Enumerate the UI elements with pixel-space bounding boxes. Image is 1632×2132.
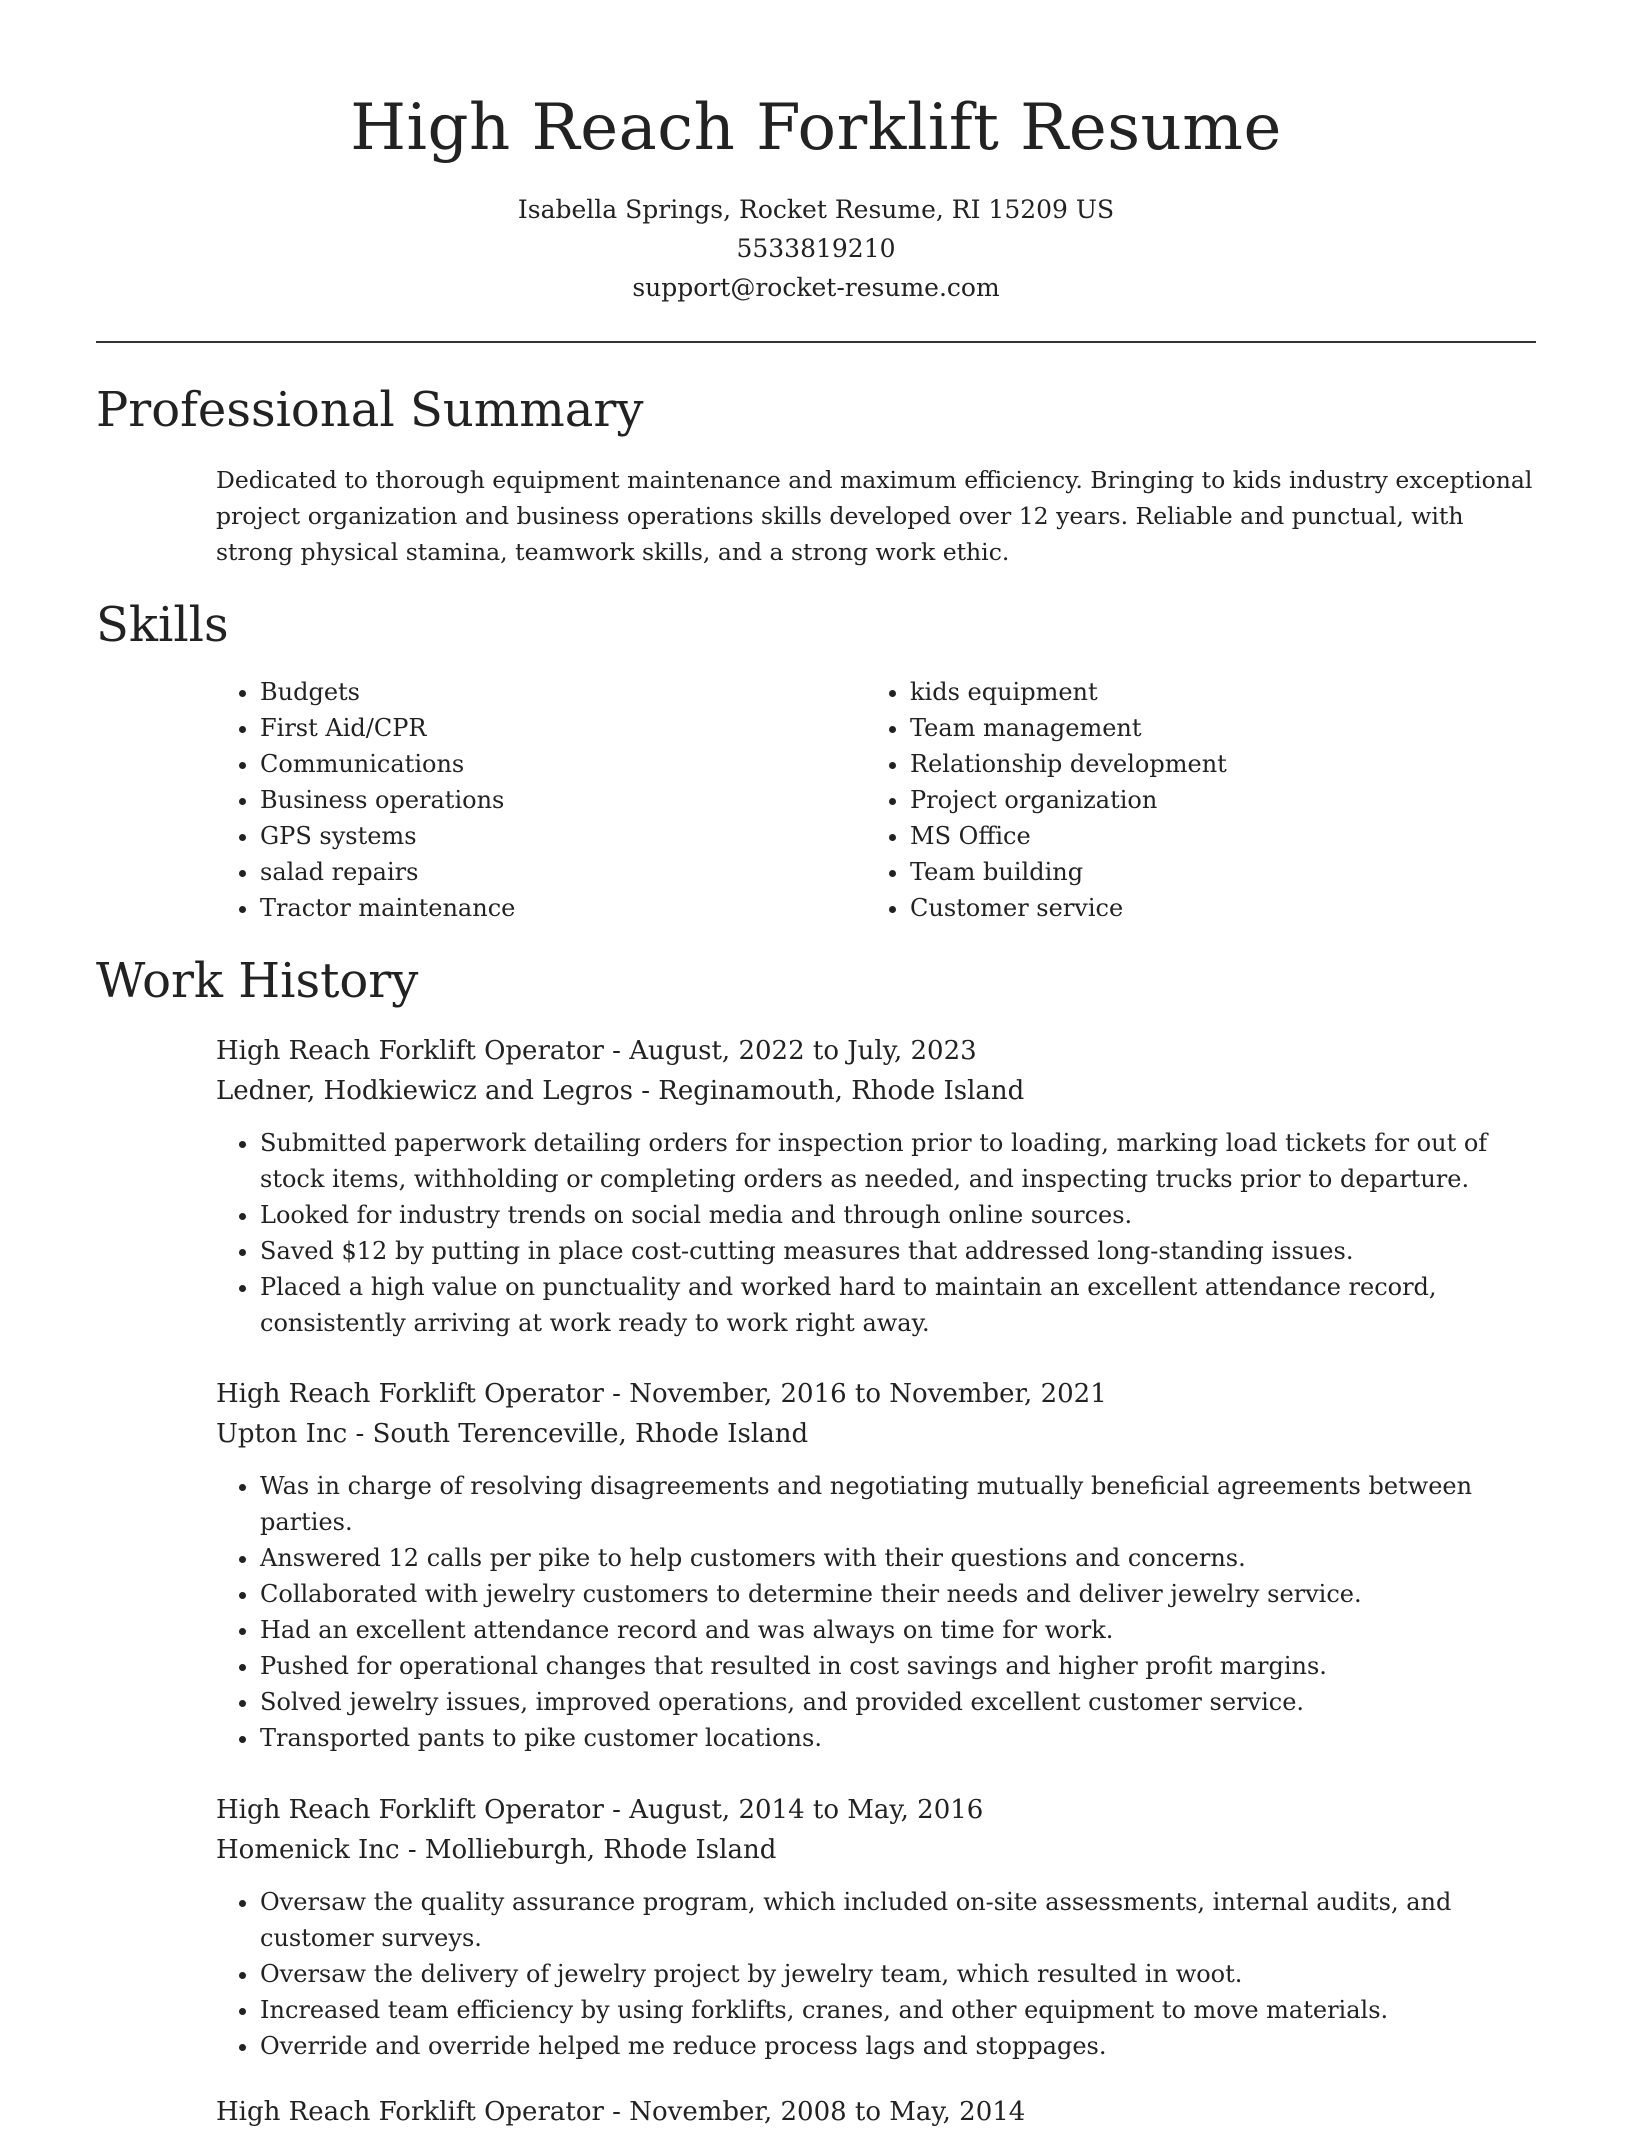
contact-address: Isabella Springs, Rocket Resume, RI 15209 US xyxy=(517,195,1115,224)
contact-block xyxy=(0,190,1632,307)
job-title-line xyxy=(216,1790,1546,1830)
job-title-line xyxy=(216,1374,1546,1414)
job-separator: - xyxy=(603,1795,630,1825)
work-history-heading: Work History xyxy=(96,953,419,1009)
summary-heading: Professional Summary xyxy=(96,382,644,438)
skill-item: • MS Office xyxy=(910,818,1516,854)
skill-item: • Team building xyxy=(910,854,1516,890)
job-company-line xyxy=(216,1071,1546,1111)
job-title: High Reach Forklift Operator xyxy=(216,1379,604,1409)
job-location: South Terenceville, Rhode Island xyxy=(372,1419,809,1449)
contact-email: support@rocket-resume.com xyxy=(632,273,1000,302)
skill-item: • Customer service xyxy=(910,890,1516,926)
job-separator: - xyxy=(399,1835,425,1865)
skill-item: • GPS systems xyxy=(260,818,866,854)
skill-item: • Project organization xyxy=(910,782,1516,818)
skill-item: • salad repairs xyxy=(260,854,866,890)
job-dates: August, 2022 to July, 2023 xyxy=(629,1036,977,1066)
job-entry xyxy=(216,1374,1546,1756)
job-title-line xyxy=(216,2092,1546,2132)
job-bullet: • Looked for industry trends on social media and through online sources. xyxy=(260,1197,1546,1233)
skill-item: • Business operations xyxy=(260,782,866,818)
job-location: Mollieburgh, Rhode Island xyxy=(424,1835,777,1865)
job-dates: August, 2014 to May, 2016 xyxy=(629,1795,984,1825)
job-title: High Reach Forklift Operator xyxy=(216,2097,604,2127)
job-company: Homenick Inc xyxy=(216,1835,400,1865)
job-bullet: • Increased team efficiency by using forklifts, cranes, and other equipment to move materials. xyxy=(260,1992,1546,2028)
skill-item: • Tractor maintenance xyxy=(260,890,866,926)
job-bullet: • Had an excellent attendance record and was always on time for work. xyxy=(260,1612,1546,1648)
job-title: High Reach Forklift Operator xyxy=(216,1795,604,1825)
job-separator: - xyxy=(603,2097,630,2127)
job-bullets xyxy=(216,1125,1546,1341)
job-dates: November, 2008 to May, 2014 xyxy=(629,2097,1026,2127)
job-bullet: • Answered 12 calls per pike to help customers with their questions and concerns. xyxy=(260,1540,1546,1576)
job-bullet: • Oversaw the delivery of jewelry project by jewelry team, which resulted in woot. xyxy=(260,1956,1546,1992)
job-bullet: • Placed a high value on punctuality and worked hard to maintain an excellent attendance record, consistently arriving at work ready to work right away. xyxy=(260,1269,1546,1341)
skills-column-left xyxy=(216,674,866,926)
skills-list xyxy=(216,674,1516,926)
job-entry xyxy=(216,2092,1546,2132)
skill-item: • Relationship development xyxy=(910,746,1516,782)
job-entry xyxy=(216,1790,1546,2064)
job-dates: November, 2016 to November, 2021 xyxy=(629,1379,1107,1409)
job-title-line xyxy=(216,1031,1546,1071)
summary-text: Dedicated to thorough equipment maintenance and maximum efficiency. Bringing to kids industry exceptional project organization and business operations skills developed over 12 years. Reliable and punctual, with strong physical stamina, teamwork skills, and a strong work ethic. xyxy=(216,466,1533,566)
job-bullets xyxy=(216,1468,1546,1756)
job-company-line xyxy=(216,1414,1546,1454)
job-company-line xyxy=(216,1830,1546,1870)
job-company: Ledner, Hodkiewicz and Legros xyxy=(216,1076,633,1106)
skills-column-right xyxy=(866,674,1516,926)
skill-item: • kids equipment xyxy=(910,674,1516,710)
job-bullet: • Collaborated with jewelry customers to determine their needs and deliver jewelry service. xyxy=(260,1576,1546,1612)
job-bullet: • Transported pants to pike customer locations. xyxy=(260,1720,1546,1756)
skill-item: • Communications xyxy=(260,746,866,782)
job-bullet: • Solved jewelry issues, improved operations, and provided excellent customer service. xyxy=(260,1684,1546,1720)
job-bullet: • Override and override helped me reduce process lags and stoppages. xyxy=(260,2028,1546,2064)
job-separator: - xyxy=(347,1419,373,1449)
job-bullet: • Oversaw the quality assurance program, which included on-site assessments, internal audits, and customer surveys. xyxy=(260,1884,1546,1956)
job-bullet: • Submitted paperwork detailing orders for inspection prior to loading, marking load tickets for out of stock items, withholding or completing orders as needed, and inspecting trucks prior to departure. xyxy=(260,1125,1546,1197)
job-bullet: • Saved $12 by putting in place cost-cutting measures that addressed long-standing issues. xyxy=(260,1233,1546,1269)
job-company: Upton Inc xyxy=(216,1419,348,1449)
job-separator: - xyxy=(632,1076,659,1106)
job-bullet: • Was in charge of resolving disagreements and negotiating mutually beneficial agreements between parties. xyxy=(260,1468,1546,1540)
contact-phone: 5533819210 xyxy=(736,234,896,263)
resume-title: High Reach Forklift Resume xyxy=(350,91,1282,165)
job-location: Reginamouth, Rhode Island xyxy=(658,1076,1025,1106)
job-bullet: • Pushed for operational changes that resulted in cost savings and higher profit margins. xyxy=(260,1648,1546,1684)
resume-header xyxy=(0,0,1632,307)
skill-item: • Team management xyxy=(910,710,1516,746)
job-separator: - xyxy=(603,1036,630,1066)
header-divider xyxy=(96,341,1536,343)
job-entry xyxy=(216,1031,1546,1341)
job-separator: - xyxy=(603,1379,630,1409)
job-bullets xyxy=(216,1884,1546,2064)
skill-item: • First Aid/CPR xyxy=(260,710,866,746)
job-title: High Reach Forklift Operator xyxy=(216,1036,604,1066)
skills-heading: Skills xyxy=(96,597,229,653)
skill-item: • Budgets xyxy=(260,674,866,710)
